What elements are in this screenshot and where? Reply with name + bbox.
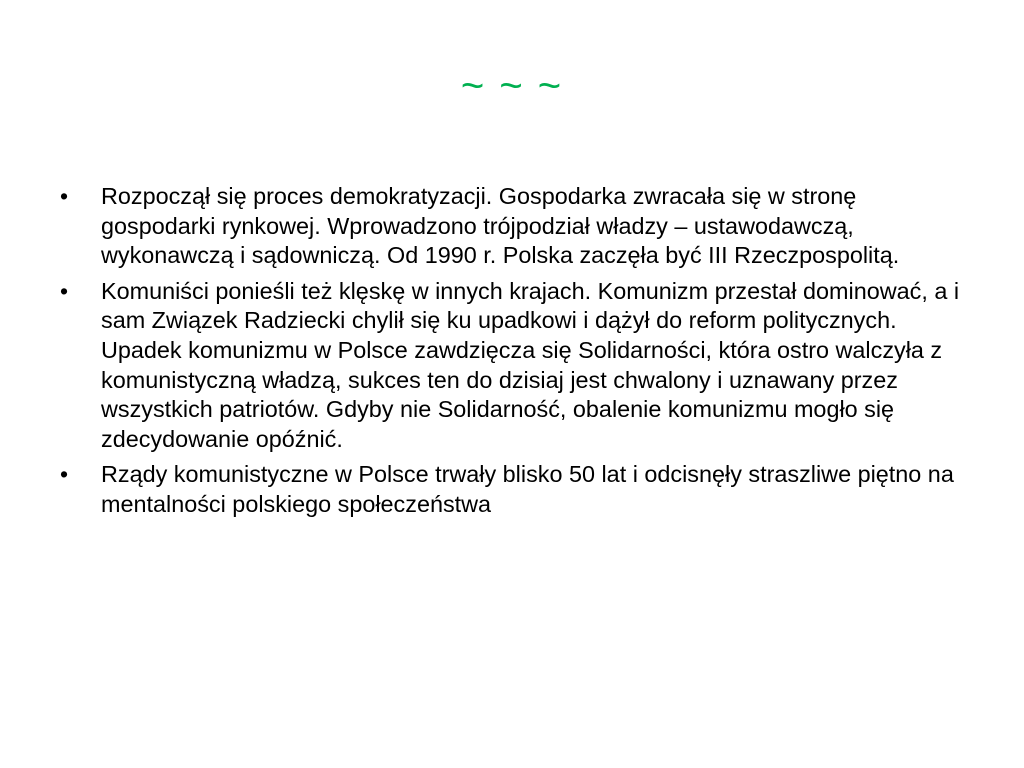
bullet-icon: • bbox=[60, 183, 69, 209]
bullet-item-1 bbox=[60, 182, 970, 271]
bullet-item-2 bbox=[60, 277, 970, 455]
slide-title: ~ ~ ~ bbox=[460, 64, 564, 108]
bullet-text-1: Rozpoczął się proces demokratyzacji. Gospodarka zwracała się w stronę gospodarki rynkowej. Wprowadzono trójpodział władzy – ustawodawczą, wykonawczą i sądowniczą. Od 1990 r. Polska zaczęła być III Rzeczpospolitą. bbox=[101, 183, 900, 269]
bullet-icon: • bbox=[60, 461, 69, 488]
bullet-text-2: Komuniści ponieśli też klęskę w innych krajach. Komunizm przestał dominować, a i sam Związek Radziecki chylił się ku upadkowi i dążył do reform politycznych. Upadek komunizmu w Polsce zawdzięcza się Solidarności, która ostro walczyła z komunistyczną władzą, sukces ten do dzisiaj jest chwalony i uznawany przez wszystkich patriotów. Gdyby nie Solidarność, obalenie komunizmu mogło się zdecydowanie opóźnić. bbox=[101, 277, 960, 452]
bullet-text-3: Rządy komunistyczne w Polsce trwały blisko 50 lat i odcisnęły straszliwe piętno na mentalności polskiego społeczeństwa bbox=[101, 461, 954, 517]
bullet-item-3 bbox=[60, 460, 970, 519]
bullet-icon: • bbox=[60, 277, 69, 304]
bullet-list bbox=[60, 182, 970, 526]
